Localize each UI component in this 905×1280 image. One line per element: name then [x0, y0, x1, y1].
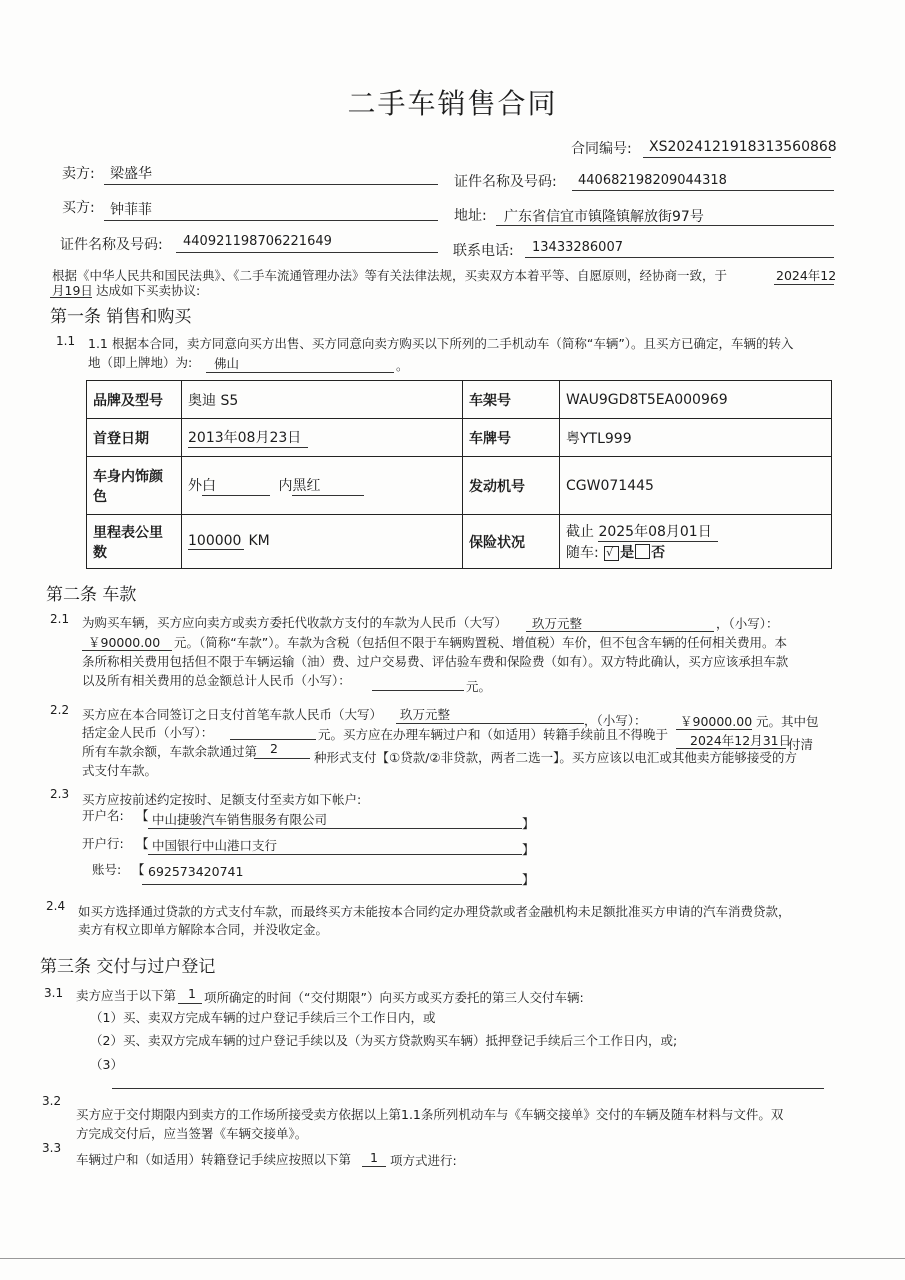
mileage-value: 100000: [188, 533, 244, 550]
engine-value: CGW071445: [560, 457, 832, 515]
inner-color: 黑红: [292, 475, 364, 496]
clause-2-2-text-6: 种形式支付【①贷款/②非贷款，两者二选一】。买方应该以电汇或其他卖方能够接受的方: [314, 750, 797, 765]
clause-2-2-text-2: 括定金人民币（小写）：: [82, 725, 214, 740]
buyer-name: 钟菲菲: [110, 202, 152, 218]
clause-2-1-text: 为购买车辆，买方应向卖方或卖方委托代收款方支付的车款为人民币（大写）: [82, 615, 508, 630]
contract-no-label: 合同编号:: [571, 141, 632, 157]
seller-cert-label: 证件名称及号码:: [454, 174, 557, 190]
phone-label: 联系电话:: [453, 243, 514, 259]
down-payment-chinese: 玖万元整: [400, 707, 451, 722]
clause-1-1-text: 1.1 根据本合同，卖方同意向买方出售、买方同意向卖方购买以下所列的二手机动车（简称“车辆”）。且买方已确定，车辆的转入: [88, 336, 794, 351]
buyer-label: 买方:: [62, 200, 95, 216]
insurance-yes-label: 是: [620, 545, 635, 561]
clause-3-2-number: 3.2: [42, 1094, 62, 1108]
vin-label: 车架号: [463, 381, 560, 419]
color-label: [87, 457, 182, 515]
bank-label: 开户行:: [82, 836, 124, 851]
clause-2-2-tail: 元。其中包: [756, 714, 819, 729]
total-price-amount: ￥90000.00: [88, 635, 161, 650]
buyer-address: 广东省信宜市镇隆镇解放街97号: [504, 209, 704, 225]
clause-2-3-number: 2.3: [50, 787, 70, 801]
inner-color-label: 内: [278, 478, 293, 494]
article3-heading: 第三条 交付与过户登记: [40, 957, 216, 977]
vin-value: WAU9GD8T5EA000969: [560, 381, 832, 419]
insurance-date: 2025年08月01日: [598, 521, 718, 542]
clause-2-2-text-5: 所有车款余额，车款余款通过第: [82, 744, 258, 759]
outer-color: 白: [202, 475, 270, 496]
buyer-cert: 440921198706221649: [183, 234, 332, 249]
clause-3-1-text: 卖方应当于以下第: [76, 988, 177, 1003]
clause-2-2-text: 买方应在本合同签订之日支付首笔车款人民币（大写）: [82, 707, 383, 722]
clause-2-4-number: 2.4: [46, 899, 66, 913]
account-name-label: 开户名:: [82, 808, 124, 823]
bank-lbracket: 【: [136, 836, 149, 851]
clause-2-2-small-label: ，（小写）：: [584, 713, 647, 728]
clause-2-4-text: 如买方选择通过贷款的方式支付车款，而最终买方未能按本合同约定办理贷款或者金融机构未足额批准买方申请的汽车消费贷款，: [78, 904, 791, 919]
account-name: 中山捷骏汽车销售服务有限公司: [152, 812, 328, 827]
clause-2-1-text-5: 元。: [466, 679, 492, 694]
insurance-no-checkbox[interactable]: [635, 544, 650, 559]
account-name-rbracket: 】: [522, 816, 535, 831]
clause-3-2-text: 买方应于交付期限内到卖方的工作场所接受卖方依据以上第1.1条所列机动车与《车辆交接单》交付的车辆及随车材料与文件。双: [76, 1107, 784, 1122]
insurance-cell: [560, 515, 832, 569]
intro-date-b: 月19日: [52, 283, 93, 298]
brand-label: 品牌及型号: [87, 381, 182, 419]
color-label-line2: 色: [93, 488, 107, 505]
bank-name: 中国银行中山港口支行: [152, 838, 278, 853]
payment-method: 2: [270, 741, 278, 756]
account-no-rbracket: 】: [522, 872, 535, 887]
seller-label: 卖方:: [62, 166, 95, 182]
outer-color-label: 外: [188, 478, 202, 494]
clause-2-3-text: 买方应按前述约定按时、足额支付至卖方如下帐户:: [82, 792, 362, 807]
clause-2-1-small-label: ，（小写）：: [716, 616, 779, 631]
clause-2-2-text-3: 元。买方应在办理车辆过户和（如适用）转籍手续前且不得晚于: [318, 727, 669, 742]
insurance-yes-checkbox[interactable]: [604, 546, 619, 561]
clause-3-1-number: 3.1: [44, 986, 64, 1000]
clause-2-1-text-3: 条所称相关费用包括但不限于车辆运输（油）费、过户交易费、评估验车费和保险费（如有）。双方特此确认，买方应该承担车款: [82, 654, 789, 669]
clause-3-3-text: 车辆过户和（如适用）转籍登记手续应按照以下第: [76, 1152, 352, 1167]
address-label: 地址:: [454, 208, 487, 224]
plate-label: 车牌号: [463, 419, 560, 457]
clause-3-2-text-2: 方完成交付后，应当签署《车辆交接单》。: [76, 1126, 308, 1141]
clause-1-1-number: 1.1: [56, 334, 76, 348]
account-no-lbracket: 【: [132, 862, 145, 877]
article2-heading: 第二条 车款: [46, 585, 137, 605]
balance-due-date: 2024年12月31日: [690, 733, 792, 748]
down-payment-amount: ￥90000.00: [680, 714, 753, 729]
insurance-until-label: 截止: [566, 524, 594, 540]
intro-date-a: 2024年12: [776, 268, 837, 283]
color-cell: [182, 457, 463, 515]
insurance-with-label: 随车:: [566, 545, 599, 561]
clause-1-1-period: 。: [396, 358, 409, 373]
mileage-label-line2: 数: [93, 544, 107, 561]
clause-3-3-text-2: 项方式进行:: [390, 1153, 457, 1168]
account-name-lbracket: 【: [136, 808, 149, 823]
clause-2-1-number: 2.1: [50, 612, 70, 626]
color-label-line1: 车身内饰颜: [93, 468, 163, 485]
contract-no: XS20241219183135608​68: [649, 139, 837, 155]
clause-2-2-number: 2.2: [50, 703, 70, 717]
intro-text: 根据《中华人民共和国民法典》、《二手车流通管理办法》等有关法律法规，买卖双方本着平等、自愿原则，经协商一致，于: [52, 268, 728, 283]
clause-2-1-text-4: 以及所有相关费用的总金额总计人民币（小写）：: [82, 673, 351, 688]
mileage-cell: [182, 515, 463, 569]
total-price-chinese: 玖万元整: [532, 616, 583, 631]
clause-3-1-text-2: 项所确定的时间（“交付期限”）向买方或买方委托的第三人交付车辆:: [204, 990, 584, 1005]
mileage-unit: KM: [248, 533, 270, 549]
intro-text-2: 达成如下买卖协议:: [96, 283, 201, 298]
delivery-option: 1: [188, 986, 196, 1001]
first-reg-label: 首登日期: [87, 419, 182, 457]
clause-1-1-text-2: 地（即上牌地）为:: [88, 355, 193, 370]
account-number: 692573420741: [148, 864, 244, 879]
mileage-label: [87, 515, 182, 569]
vehicle-info-table: [86, 380, 832, 569]
seller-name: 梁盛华: [110, 166, 152, 182]
plate-value: 粤YTL999: [560, 419, 832, 457]
registration-option: 1: [370, 1150, 378, 1165]
buyer-cert-label: 证件名称及号码:: [60, 237, 163, 253]
seller-cert: 440682198209044318: [578, 173, 727, 188]
first-reg-value: 2013年08月23日: [188, 427, 308, 448]
delivery-option-3: （3）: [90, 1057, 123, 1072]
contract-title: 二手车销售合同: [347, 87, 558, 120]
brand-value: 奥迪 S5: [182, 381, 463, 419]
delivery-option-2: （2）买、卖双方完成车辆的过户登记手续以及（为买方贷款购买车辆）抵押登记手续后三个工作日内，或;: [90, 1033, 678, 1048]
engine-label: 发动机号: [463, 457, 560, 515]
clause-2-1-text-2: 元。（简称“车款”）。车款为含税（包括但不限于车辆购置税、增值税）车价，但不包含车辆的任何相关费用。本: [174, 635, 787, 650]
page-bottom-rule: [0, 1258, 905, 1259]
buyer-phone: 13433286007: [532, 240, 623, 255]
delivery-option-1: （1）买、卖双方完成车辆的过户登记手续后三个工作日内，或: [90, 1010, 436, 1025]
check-icon: √: [606, 546, 614, 559]
clause-2-2-text-7: 式支付车款。: [82, 763, 158, 778]
insurance-label: 保险状况: [463, 515, 560, 569]
insurance-no-label: 否: [651, 545, 666, 561]
article1-heading: 第一条 销售和购买: [50, 307, 192, 327]
mileage-label-line1: 里程表公里: [93, 524, 163, 541]
bank-rbracket: 】: [522, 842, 535, 857]
registration-place: 佛山: [214, 356, 240, 371]
first-reg-cell: [182, 419, 463, 457]
clause-3-3-number: 3.3: [42, 1141, 62, 1155]
account-no-label: 账号:: [92, 862, 122, 877]
clause-2-4-text-2: 卖方有权立即单方解除本合同，并没收定金。: [78, 922, 329, 937]
clause-2-2-text-4: 付清: [788, 737, 814, 752]
